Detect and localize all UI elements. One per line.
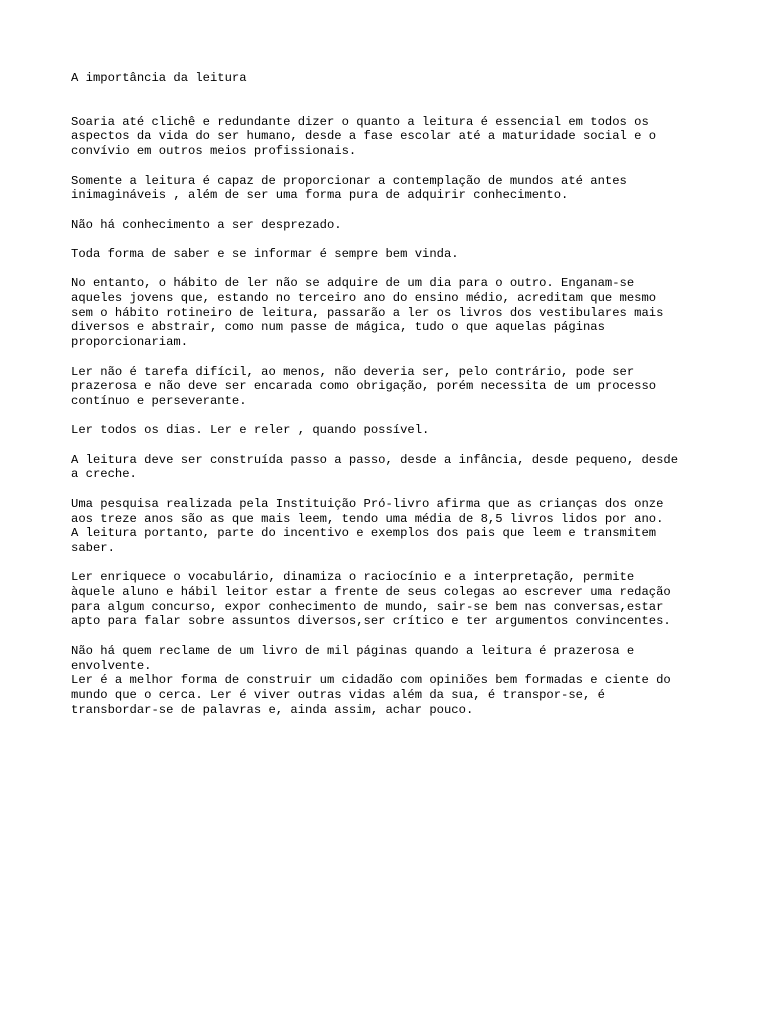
paragraph-line: Soaria até clichê e redundante dizer o quanto a leitura é essencial em todos os xyxy=(71,114,649,129)
paragraph-line: mundo que o cerca. Ler é viver outras vidas além da sua, é transpor-se, é xyxy=(71,687,605,702)
paragraph-line: proporcionariam. xyxy=(71,335,189,350)
paragraph-line: Toda forma de saber e se informar é sempre bem vinda. xyxy=(71,246,459,261)
paragraph-line: Somente a leitura é capaz de proporcionar a contemplação de mundos até antes xyxy=(71,173,627,188)
paragraph-line: diversos e abstrair, como num passe de mágica, tudo o que aquelas páginas xyxy=(71,320,605,335)
paragraph-11 xyxy=(71,644,711,718)
paragraph-6 xyxy=(71,365,711,409)
paragraph-line: contínuo e perseverante. xyxy=(71,393,247,408)
paragraph-line: A leitura deve ser construída passo a passo, desde a infância, desde pequeno, desde xyxy=(71,452,679,467)
paragraph-line: Uma pesquisa realizada pela Instituição Pró-livro afirma que as crianças dos onze xyxy=(71,496,664,511)
paragraph-line: Não há conhecimento a ser desprezado. xyxy=(71,217,342,232)
paragraph-line: Ler enriquece o vocabulário, dinamiza o raciocínio e a interpretação, permite xyxy=(71,570,635,585)
paragraph-line: para algum concurso, expor conhecimento de mundo, sair-se bem nas conversas,estar xyxy=(71,599,664,614)
paragraph-2 xyxy=(71,174,711,203)
paragraph-line: apto para falar sobre assuntos diversos,ser crítico e ter argumentos convincentes. xyxy=(71,614,671,629)
paragraph-line: saber. xyxy=(71,540,115,555)
paragraph-4 xyxy=(71,247,711,262)
paragraph-line: transbordar-se de palavras e, ainda assim, achar pouco. xyxy=(71,702,474,717)
paragraph-line: Ler todos os dias. Ler e reler , quando possível. xyxy=(71,423,430,438)
paragraph-8 xyxy=(71,453,711,482)
document-title: A importância da leitura xyxy=(71,71,247,85)
paragraph-5 xyxy=(71,276,711,350)
paragraph-line: Ler é a melhor forma de construir um cidadão com opiniões bem formadas e ciente do xyxy=(71,673,671,688)
paragraph-line: Ler não é tarefa difícil, ao menos, não deveria ser, pelo contrário, pode ser xyxy=(71,364,635,379)
paragraph-line: A leitura portanto, parte do incentivo e exemplos dos pais que leem e transmitem xyxy=(71,526,657,541)
paragraph-line: aos treze anos são as que mais leem, tendo uma média de 8,5 livros lidos por ano. xyxy=(71,511,664,526)
paragraph-line: aspectos da vida do ser humano, desde a fase escolar até a maturidade social e o xyxy=(71,129,657,144)
paragraph-line: aqueles jovens que, estando no terceiro ano do ensino médio, acreditam que mesmo xyxy=(71,291,657,306)
paragraph-10 xyxy=(71,570,711,629)
paragraph-line: a creche. xyxy=(71,467,137,482)
paragraph-line: àquele aluno e hábil leitor estar a frente de seus colegas ao escrever uma redação xyxy=(71,585,671,600)
paragraph-line: inimagináveis , além de ser uma forma pura de adquirir conhecimento. xyxy=(71,188,569,203)
paragraph-9 xyxy=(71,497,711,556)
paragraph-line: sem o hábito rotineiro de leitura, passarão a ler os livros dos vestibulares mais xyxy=(71,305,664,320)
paragraph-1 xyxy=(71,115,711,159)
paragraph-7 xyxy=(71,423,711,438)
paragraph-line: Não há quem reclame de um livro de mil páginas quando a leitura é prazerosa e xyxy=(71,643,635,658)
paragraph-line: convívio em outros meios profissionais. xyxy=(71,144,357,159)
paragraph-line: No entanto, o hábito de ler não se adquire de um dia para o outro. Enganam-se xyxy=(71,276,635,291)
paragraph-line: envolvente. xyxy=(71,658,152,673)
paragraph-3 xyxy=(71,218,711,233)
paragraph-line: prazerosa e não deve ser encarada como obrigação, porém necessita de um processo xyxy=(71,379,657,394)
document-page xyxy=(71,71,711,717)
